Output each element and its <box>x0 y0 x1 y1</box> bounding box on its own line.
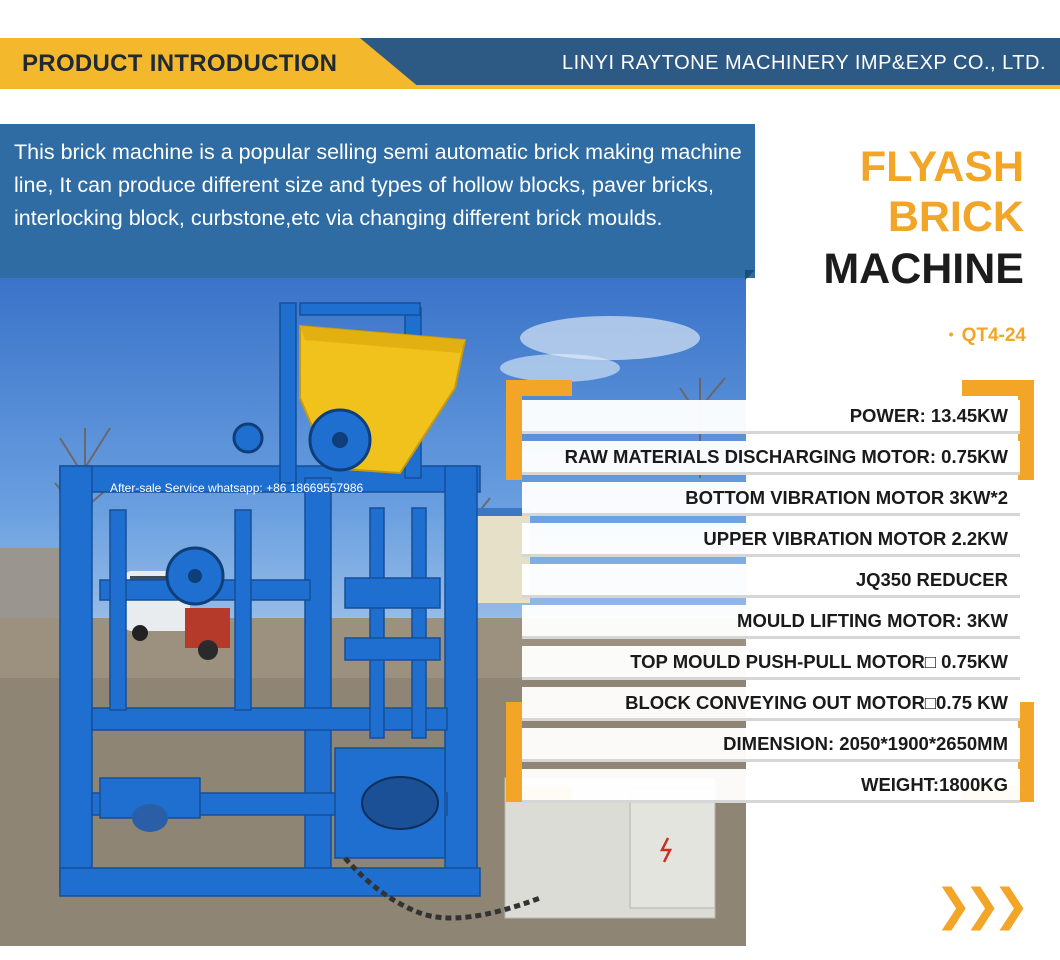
bullet-icon: • <box>948 326 954 342</box>
intro-text: This brick machine is a popular selling semi automatic brick making machine line, It can produce different size and types of hollow blocks, paver bricks, interlocking block, curbstone,etc via changing different brick moulds. <box>14 140 742 230</box>
bracket-bottom-right-v <box>1018 702 1034 802</box>
spec-row-bottom-vibration: BOTTOM VIBRATION MOTOR 3KW*2 <box>522 482 1020 516</box>
section-title: PRODUCT INTRODUCTION <box>22 50 338 77</box>
title-line-3: MACHINE <box>823 245 1024 293</box>
spec-row-weight: WEIGHT:1800KG <box>522 769 1020 803</box>
spec-table <box>522 400 1020 810</box>
spec-row-conveying: BLOCK CONVEYING OUT MOTOR□0.75 KW <box>522 687 1020 721</box>
spec-row-dimension: DIMENSION: 2050*1900*2650MM <box>522 728 1020 762</box>
chevron-right-icon: ❯❯❯ <box>935 881 1022 930</box>
bracket-top-right-v <box>1018 380 1034 480</box>
bracket-top-left-v <box>506 380 522 480</box>
model-label <box>949 325 1026 347</box>
header-gold-stripe <box>0 85 1060 89</box>
spec-row-upper-vibration: UPPER VIBRATION MOTOR 2.2KW <box>522 523 1020 557</box>
spec-row-discharging-motor: RAW MATERIALS DISCHARGING MOTOR: 0.75KW <box>522 441 1020 475</box>
spec-row-mould-lifting: MOULD LIFTING MOTOR: 3KW <box>522 605 1020 639</box>
bracket-bottom-left-v <box>506 702 522 802</box>
spec-row-push-pull: TOP MOULD PUSH-PULL MOTOR□ 0.75KW <box>522 646 1020 680</box>
model-number: QT4-24 <box>961 325 1026 346</box>
title-line-2: BRICK <box>887 193 1024 241</box>
title-line-1: FLYASH <box>859 143 1024 191</box>
intro-fold <box>745 270 755 280</box>
frame-label: After-sale Service whatsapp: +86 18669557986 <box>110 481 364 495</box>
company-name: LINYI RAYTONE MACHINERY IMP&EXP CO., LTD. <box>562 52 1046 74</box>
spec-row-reducer: JQ350 REDUCER <box>522 564 1020 598</box>
spec-row-power: POWER: 13.45KW <box>522 400 1020 434</box>
